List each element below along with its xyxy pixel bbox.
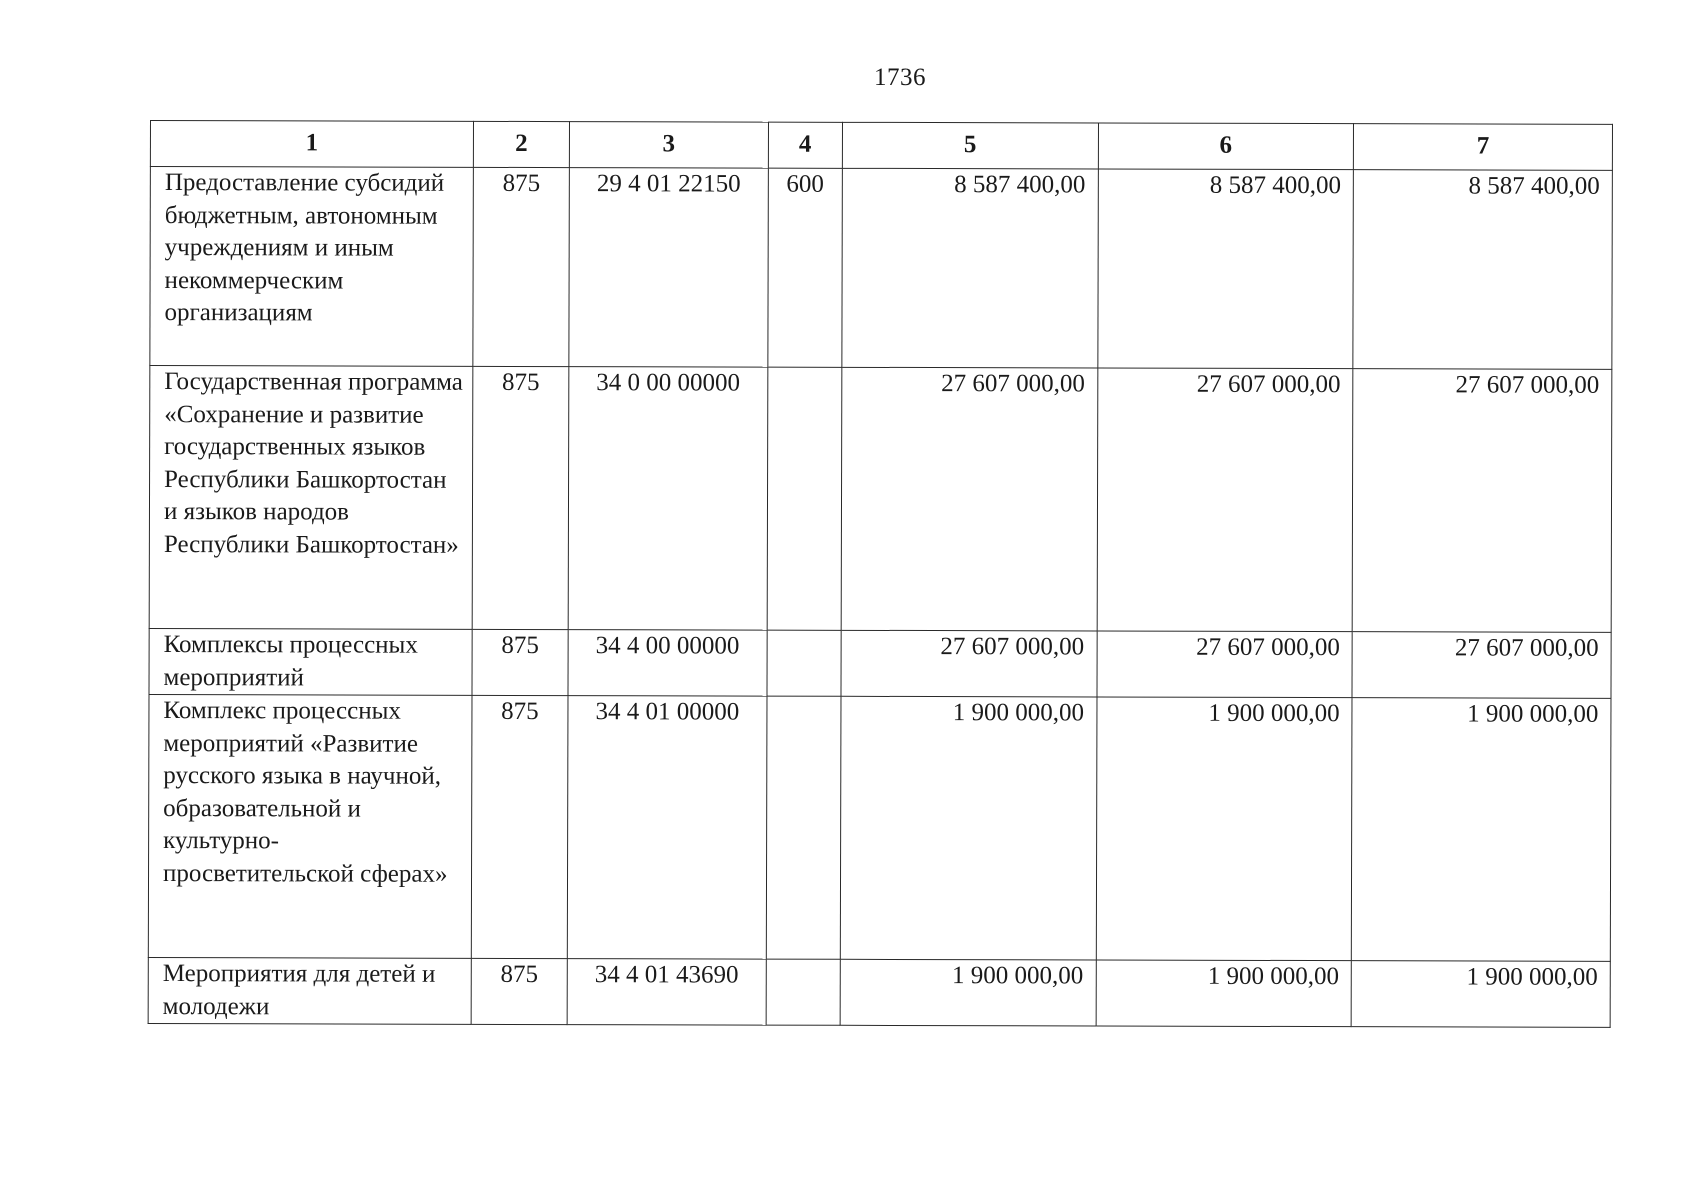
row-sum-6: 8 587 400,00 [1097, 169, 1353, 369]
row-name: Комплекс процессных мероприятий «Развитие русского языка в научной, образовательной и культурно-просветительской сферах» [148, 694, 472, 958]
row-code: 34 4 01 43690 [567, 959, 766, 1026]
row-gr: 875 [471, 695, 568, 958]
row-gr: 875 [472, 366, 569, 629]
row-sum-5: 1 900 000,00 [840, 696, 1096, 960]
row-name: Мероприятия для детей и молодежи [148, 957, 471, 1024]
row-name: Государственная программа «Сохранение и развитие государственных языков Республики Башкортостан и языков народов Республики Башкортостан» [149, 366, 473, 630]
row-sum-6: 27 607 000,00 [1097, 368, 1353, 632]
row-sum-6: 1 900 000,00 [1096, 960, 1352, 1027]
header-row [150, 121, 1612, 171]
table-row [150, 167, 1613, 370]
row-type [766, 959, 840, 1025]
row-sum-6: 1 900 000,00 [1096, 697, 1352, 961]
column-header: 4 [768, 122, 842, 168]
column-header: 1 [150, 121, 473, 168]
row-code: 34 0 00 00000 [568, 367, 767, 631]
row-code: 29 4 01 22150 [569, 168, 768, 368]
row-type [767, 630, 841, 696]
row-sum-6: 27 607 000,00 [1097, 631, 1353, 698]
row-sum-5: 8 587 400,00 [842, 168, 1098, 368]
budget-table [148, 120, 1613, 1028]
row-sum-7: 27 607 000,00 [1352, 369, 1611, 633]
column-header: 6 [1098, 123, 1354, 170]
page-number: 1736 [874, 64, 926, 91]
row-sum-5: 27 607 000,00 [841, 367, 1097, 631]
row-name: Предоставление субсидий бюджетным, автономным учреждениям и иным некоммерческим организациям [150, 167, 473, 367]
row-type [767, 367, 842, 630]
row-type [766, 696, 841, 959]
row-type: 600 [768, 168, 843, 367]
row-name: Комплексы процессных мероприятий [149, 628, 472, 695]
column-header: 3 [570, 122, 769, 169]
table-row [148, 957, 1610, 1027]
column-header: 2 [473, 121, 569, 167]
column-header: 5 [842, 122, 1098, 169]
row-sum-7: 1 900 000,00 [1352, 698, 1611, 962]
row-gr: 875 [473, 167, 570, 366]
row-sum-5: 27 607 000,00 [841, 630, 1097, 697]
row-sum-5: 1 900 000,00 [840, 959, 1096, 1026]
row-sum-7: 8 587 400,00 [1353, 170, 1612, 370]
row-gr: 875 [471, 958, 567, 1024]
row-sum-7: 27 607 000,00 [1352, 632, 1611, 699]
row-sum-7: 1 900 000,00 [1351, 961, 1610, 1028]
table-row [149, 366, 1612, 633]
row-code: 34 4 00 00000 [568, 630, 767, 697]
column-header: 7 [1354, 124, 1613, 171]
table-row [149, 628, 1611, 698]
table-row [148, 694, 1611, 961]
row-code: 34 4 01 00000 [567, 696, 766, 960]
row-gr: 875 [472, 629, 568, 695]
